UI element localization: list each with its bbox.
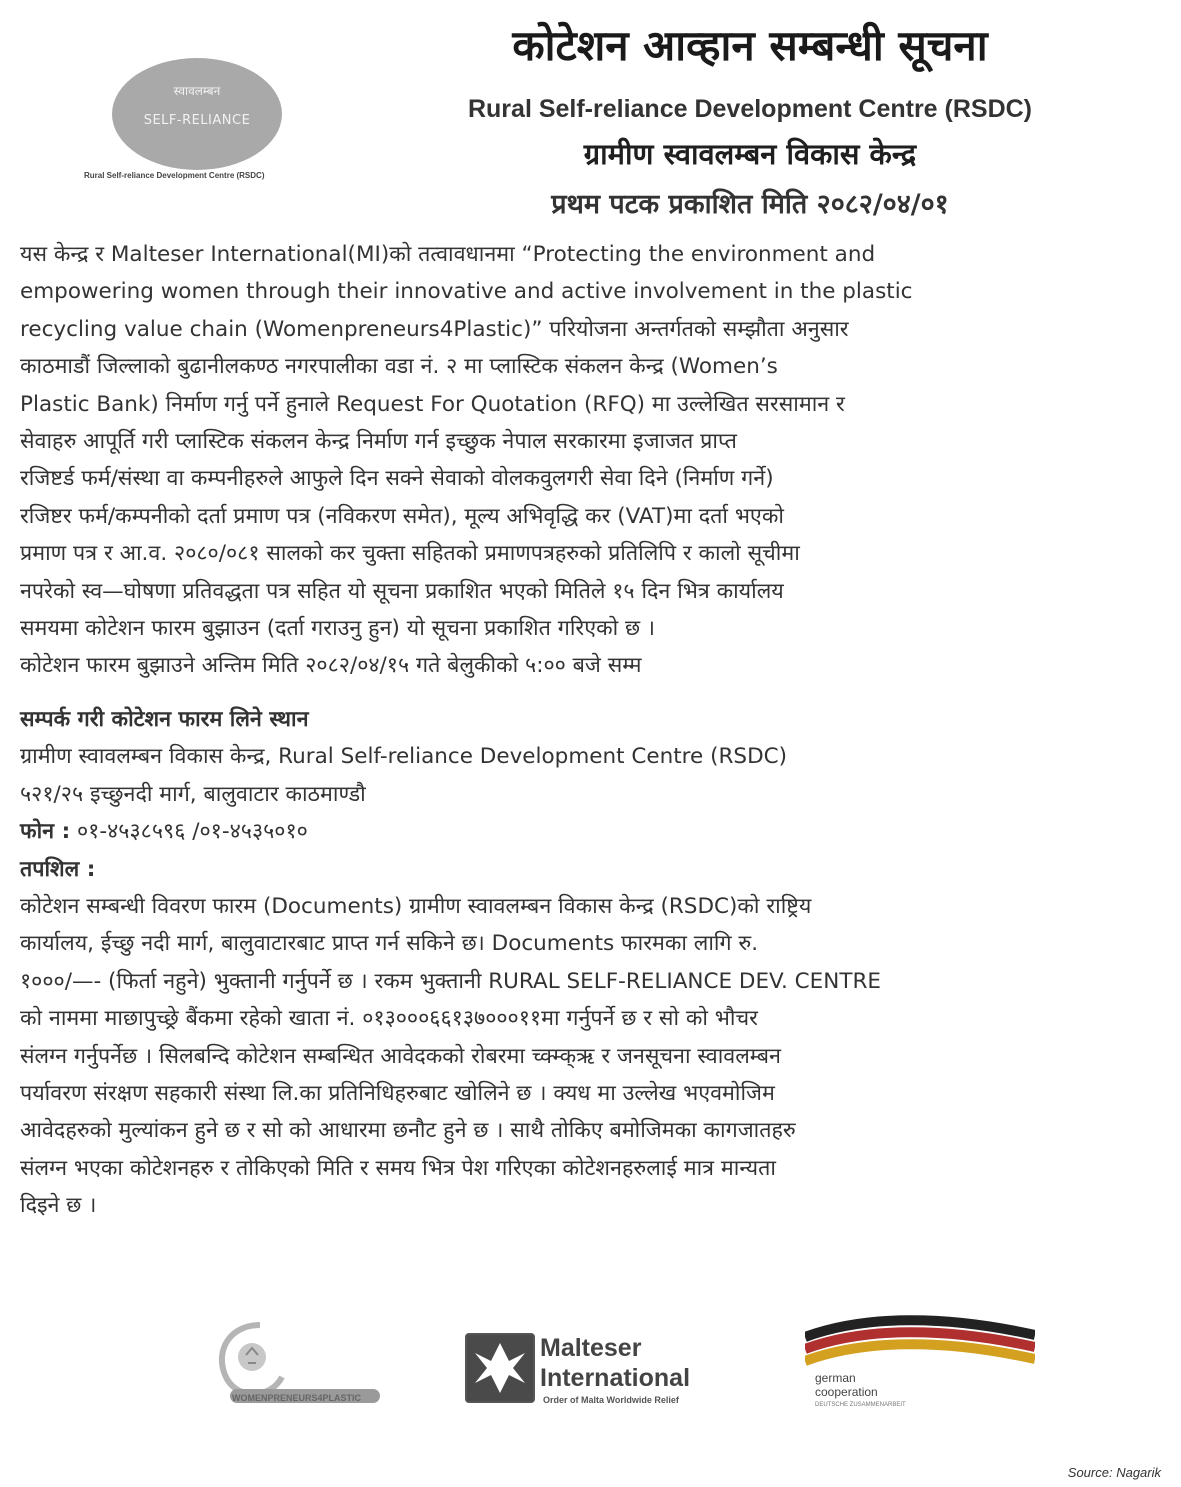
paragraph-line: सेवाहरु आपूर्ति गरी प्लास्टिक संकलन केन्द्र निर्माण गर्न इच्छुक नेपाल सरकारमा इजाजत प्राप्त — [20, 429, 737, 455]
deadline-line: कोटेशन फारम बुझाउने अन्तिम मिति २०८२/०४/१५ गते बेलुकीको ५:०० बजे सम्म — [20, 653, 642, 679]
paragraph-line: प्रमाण पत्र र आ.व. २०८०/०८१ सालको कर चुक्ता सहितको प्रमाणपत्रहरुको प्रतिलिपि र कालो सूचीमा — [20, 541, 800, 567]
details-heading: तपशिल : — [20, 856, 96, 882]
german-cooperation-text — [815, 1371, 878, 1399]
notice-title: कोटेशन आव्हान सम्बन्धी सूचना — [512, 21, 988, 70]
details-line: को नाममा माछापुच्छ्रे बैंकमा रहेको खाता नं. ०१३०००६६१३७०००११मा गर्नुपर्ने छ र सो को भौचर — [20, 1006, 758, 1032]
paragraph-line: नपरेको स्व—घोषणा प्रतिवद्धता पत्र सहित यो सूचना प्रकाशित भएको मितिले १५ दिन भित्र कार्यालय — [20, 578, 784, 604]
published-date: प्रथम पटक प्रकाशित मिति २०८२/०४/०१ — [551, 189, 949, 220]
logo-caption: Rural Self-reliance Development Centre (RSDC) — [84, 171, 265, 180]
org-name-en: Rural Self-reliance Development Centre (RSDC) — [467, 95, 1033, 123]
malteser-title-line1: Malteser — [540, 1334, 642, 1362]
malteser-title — [540, 1333, 690, 1393]
details-line: आवेदहरुको मुल्यांकन हुने छ र सो को आधारमा छनौट हुने छ । साथै तोकिए बमोजिमका कागजातहरु — [20, 1118, 796, 1144]
paragraph-line: recycling value chain (Womenpreneurs4Plastic)” परियोजना अन्तर्गतको सम्झौता अनुसार — [20, 316, 849, 342]
german-line1: german — [815, 1371, 856, 1385]
paragraph-line: रजिष्टर फर्म/कम्पनीको दर्ता प्रमाण पत्र (नविकरण समेत), मूल्य अभिवृद्धि कर (VAT)मा दर्ता भएको — [20, 503, 784, 529]
maltese-cross-icon — [465, 1333, 535, 1403]
paragraph-line: रजिष्टर्ड फर्म/संस्था वा कम्पनीहरुले आफुले दिन सक्ने सेवाको वोलकवुलगरी सेवा दिने (निर्माण गर्ने) — [20, 466, 774, 492]
logo-en-text: SELF-RELIANCE — [143, 113, 251, 128]
contact-heading: सम्पर्क गरी कोटेशन फारम लिने स्थान — [20, 706, 309, 732]
womenpreneurs-label: WOMENPRENEURS4PLASTIC — [232, 1393, 362, 1403]
partner-logos — [0, 1315, 1181, 1425]
paragraph-line: समयमा कोटेशन फारम बुझाउन (दर्ता गराउनु हुन) यो सूचना प्रकाशित गरिएको छ । — [20, 616, 656, 642]
details-line: १०००/—- (फिर्ता नहुने) भुक्तानी गर्नुपर्ने छ । रकम भुक्तानी RURAL SELF-RELIANCE DEV. CENTRE — [20, 968, 881, 994]
paragraph-line: empowering women through their innovative and active involvement in the plastic — [20, 279, 913, 305]
logo-np-text: स्वावलम्बन — [173, 84, 221, 98]
details-line: पर्यावरण संरक्षण सहकारी संस्था लि.का प्रतिनिधिहरुबाट खोलिने छ । क्यध मा उल्लेख भएवमोजिम — [20, 1080, 775, 1106]
details-line: संलग्न गर्नुपर्नेछ । सिलबन्दि कोटेशन सम्बन्धित आवेदकको रोबरमा च्क्म्क्ऋ र जनसूचना स्वावलम्बन — [20, 1043, 781, 1069]
phone-value: ०१-४५३८५९६ /०१-४५३५०१० — [70, 819, 308, 845]
rsdc-logo — [112, 58, 282, 170]
contact-org: ग्रामीण स्वावलम्बन विकास केन्द्र, Rural Self-reliance Development Centre (RSDC) — [20, 744, 788, 770]
paragraph-line: काठमाडौं जिल्लाको बुढानीलकण्ठ नगरपालीका वडा नं. २ मा प्लास्टिक संकलन केन्द्र (Women’s — [20, 354, 778, 380]
malteser-title-line2: International — [540, 1364, 691, 1392]
details-line: कार्यालय, ईच्छु नदी मार्ग, बालुवाटारबाट प्राप्त गर्न सकिने छ। Documents फारमका लागि रु. — [20, 931, 759, 957]
german-line2: cooperation — [815, 1385, 878, 1399]
details-line: संलग्न भएका कोटेशनहरु र तोकिएको मिति र समय भित्र पेश गरिएका कोटेशनहरुलाई मात्र मान्यता — [20, 1155, 776, 1181]
details-line: कोटेशन सम्बन्धी विवरण फारम (Documents) ग्रामीण स्वावलम्बन विकास केन्द्र (RSDC)को राष्ट्रिय — [20, 893, 812, 919]
phone-label: फोन : — [20, 819, 71, 845]
source-credit: Source: Nagarik — [1067, 1465, 1161, 1480]
contact-phone — [20, 813, 1162, 850]
org-name-np: ग्रामीण स्वावलम्बन विकास केन्द्र — [583, 137, 917, 171]
contact-address: ५२१/२५ इच्छुनदी मार्ग, बालुवाटार काठमाण्डौ — [20, 781, 366, 807]
german-subtitle: DEUTSCHE ZUSAMMENARBEIT — [815, 1402, 906, 1408]
paragraph-line: यस केन्द्र र Malteser International(MI)को तत्वावधानमा “Protecting the environment and — [20, 242, 876, 267]
notice-body — [20, 236, 1162, 1225]
malteser-subtitle: Order of Malta Worldwide Relief — [543, 1395, 679, 1405]
details-line: दिइने छ । — [20, 1193, 97, 1219]
paragraph-line: Plastic Bank) निर्माण गर्नु पर्ने हुनाले Request For Quotation (RFQ) मा उल्लेखित सरसामान र — [20, 391, 845, 417]
